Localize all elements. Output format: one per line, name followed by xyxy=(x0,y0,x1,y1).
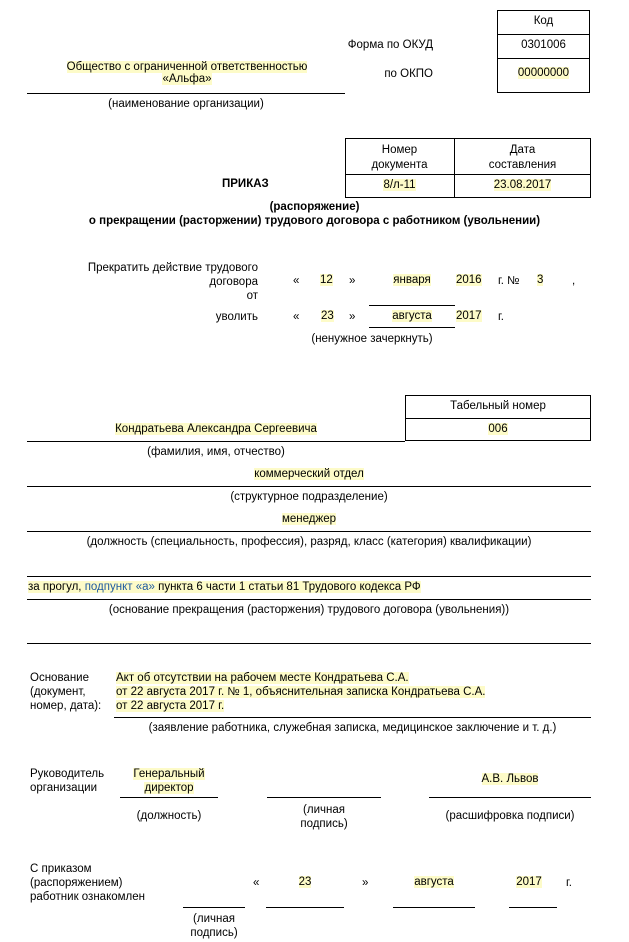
position: менеджер xyxy=(282,513,336,525)
okpo-value-wrap xyxy=(497,67,590,79)
manager-label xyxy=(30,767,104,795)
manager-name-wrap xyxy=(429,773,591,785)
manager-signature-underline xyxy=(267,797,381,798)
manager-position-line1: Генеральный xyxy=(133,768,205,780)
prikaz-title: ПРИКАЗ xyxy=(222,178,269,190)
doc-number-header-1: Номер xyxy=(381,144,418,156)
tab-number-value: 006 xyxy=(488,423,508,435)
okpo-label: по ОКПО xyxy=(384,68,433,80)
doc-number-value: 8/л-11 xyxy=(383,179,416,191)
basis-value xyxy=(116,671,485,713)
basis-caption: (заявление работника, служебная записка, медицинское заключение и т. д.) xyxy=(148,722,557,734)
dismiss-month-wrap xyxy=(369,310,455,322)
terminate-month: января xyxy=(393,274,431,286)
grounds-text-part2: пункта 6 части 1 статьи 81 Трудового кодекса РФ xyxy=(154,581,421,593)
doc-date-header xyxy=(454,143,591,173)
ack-signature-caption xyxy=(174,912,254,940)
ack-day-underline xyxy=(266,907,344,908)
position-caption: (должность (специальность, профессия), разряд, класс (категория) квалификации) xyxy=(86,536,532,548)
org-name-underline xyxy=(27,93,345,94)
terminate-day-wrap xyxy=(320,274,333,286)
dismiss-month: августа xyxy=(392,310,432,322)
position-wrap xyxy=(27,513,591,525)
terminate-year: 2016 xyxy=(456,274,482,286)
okud-label: Форма по ОКУД xyxy=(347,39,433,51)
org-name-line2: «Альфа» xyxy=(162,73,212,85)
dismiss-day: 23 xyxy=(321,310,334,322)
blank-underline-2 xyxy=(27,643,591,644)
manager-signature-caption-1: (личная xyxy=(303,804,345,816)
ack-label-line1: С приказом xyxy=(30,863,92,875)
ack-close-quote: » xyxy=(362,877,369,889)
terminate-label xyxy=(40,261,258,303)
manager-signature-caption xyxy=(267,803,381,831)
terminate-month-wrap xyxy=(369,274,455,286)
ack-signature-underline xyxy=(183,907,245,908)
doc-number-header-2: документа xyxy=(371,159,428,171)
terminate-label-line1: Прекратить действие трудового xyxy=(87,262,258,274)
ack-g: г. xyxy=(566,877,572,889)
manager-position xyxy=(120,767,218,795)
ack-month-wrap xyxy=(393,876,475,888)
ack-open-quote: « xyxy=(253,877,260,889)
basis-value-line2: от 22 августа 2017 г. № 1, объяснительная записка Кондратьева С.А. xyxy=(116,686,486,698)
terminate-number: 3 xyxy=(537,274,544,286)
ack-label xyxy=(30,862,145,904)
ack-day-wrap xyxy=(266,876,344,888)
terminate-month-underline xyxy=(369,305,455,306)
basis-value-line1: Акт об отсутствии на рабочем месте Кондратьева С.А. xyxy=(116,672,409,684)
org-name xyxy=(27,61,347,85)
department-caption: (структурное подразделение) xyxy=(230,491,388,503)
grounds-caption: (основание прекращения (расторжения) трудового договора (увольнения)) xyxy=(108,604,510,616)
manager-decoding-caption: (расшифровка подписи) xyxy=(445,810,575,822)
grounds-link[interactable]: подпункт «а» xyxy=(84,581,155,593)
manager-position-caption: (должность) xyxy=(136,810,202,822)
tab-number-divider xyxy=(405,418,591,419)
doc-number-header xyxy=(345,143,454,173)
org-name-line1: Общество с ограниченной ответственностью xyxy=(66,61,308,73)
rasporyazhenie-title: (распоряжение) xyxy=(269,201,360,213)
dismiss-label: уволить xyxy=(215,311,258,323)
doc-date-value: 23.08.2017 xyxy=(493,179,552,191)
ack-label-line3: работник ознакомлен xyxy=(30,891,145,903)
dismiss-close-quote: » xyxy=(349,311,356,323)
order-subject: о прекращении (расторжении) трудового договора с работником (увольнении) xyxy=(88,215,541,227)
basis-label xyxy=(30,671,101,713)
dismiss-g: г. xyxy=(498,311,504,323)
dismiss-year-wrap xyxy=(456,310,482,322)
grounds-text xyxy=(28,581,421,593)
terminate-number-wrap xyxy=(537,274,543,286)
employee-name: Кондратьева Александра Сергеевича xyxy=(115,423,317,435)
code-table-divider-2 xyxy=(497,58,590,59)
department-underline xyxy=(27,486,591,487)
manager-position-underline xyxy=(120,797,218,798)
doc-date-header-1: Дата xyxy=(509,144,536,156)
employee-name-caption: (фамилия, имя, отчество) xyxy=(147,446,285,458)
tab-number-header: Табельный номер xyxy=(450,400,546,412)
dismiss-day-wrap xyxy=(321,310,334,322)
blank-underline-1 xyxy=(27,576,591,577)
terminate-label-line2: договора xyxy=(209,276,258,288)
basis-underline xyxy=(114,717,591,718)
doc-date-header-2: составления xyxy=(488,159,557,171)
basis-value-line3: от 22 августа 2017 г. xyxy=(116,700,225,712)
manager-position-line2: директор xyxy=(144,782,194,794)
code-header: Код xyxy=(533,15,554,27)
terminate-g-no: г. № xyxy=(498,275,520,287)
doc-table-hdivider xyxy=(345,174,591,175)
basis-label-line3: номер, дата): xyxy=(30,700,102,712)
department-wrap xyxy=(27,468,591,480)
code-table-divider-1 xyxy=(497,34,590,35)
manager-name: А.В. Львов xyxy=(481,773,539,785)
manager-signature-caption-2: подпись) xyxy=(300,818,348,830)
ack-day: 23 xyxy=(298,876,312,888)
tab-number-value-wrap xyxy=(405,423,591,435)
basis-label-line1: Основание xyxy=(30,672,89,684)
ack-label-line2: (распоряжением) xyxy=(30,877,123,889)
okud-value: 0301006 xyxy=(521,39,566,51)
grounds-underline xyxy=(27,599,591,600)
doc-number-value-wrap xyxy=(345,179,454,191)
terminate-year-wrap xyxy=(456,274,482,286)
terminate-comma: , xyxy=(572,275,576,287)
doc-date-value-wrap xyxy=(454,179,591,191)
grounds-text-part1: за прогул, xyxy=(28,581,85,593)
dismiss-caption: (ненужное зачеркнуть) xyxy=(311,333,433,345)
dismiss-year: 2017 xyxy=(456,310,482,322)
employee-name-underline xyxy=(27,441,405,442)
ack-month-underline xyxy=(393,907,475,908)
ack-year-wrap xyxy=(509,876,549,888)
ack-signature-caption-1: (личная xyxy=(193,913,235,925)
employee-name-wrap xyxy=(27,423,405,435)
org-caption: (наименование организации) xyxy=(108,98,264,110)
manager-label-line1: Руководитель xyxy=(30,768,105,780)
terminate-close-quote: » xyxy=(349,275,356,287)
ack-month: августа xyxy=(414,876,454,888)
ack-year-underline xyxy=(509,907,557,908)
dismiss-month-underline xyxy=(369,327,455,328)
terminate-open-quote: « xyxy=(293,275,300,287)
terminate-label-line3: от xyxy=(246,290,258,302)
okpo-value: 00000000 xyxy=(517,67,570,79)
department: коммерческий отдел xyxy=(254,468,364,480)
position-underline xyxy=(27,531,591,532)
basis-label-line2: (документ, xyxy=(30,686,86,698)
terminate-day: 12 xyxy=(320,274,333,286)
manager-label-line2: организации xyxy=(30,782,98,794)
dismiss-open-quote: « xyxy=(293,311,300,323)
ack-year: 2017 xyxy=(516,876,542,888)
manager-name-underline xyxy=(429,797,591,798)
ack-signature-caption-2: подпись) xyxy=(190,927,238,939)
